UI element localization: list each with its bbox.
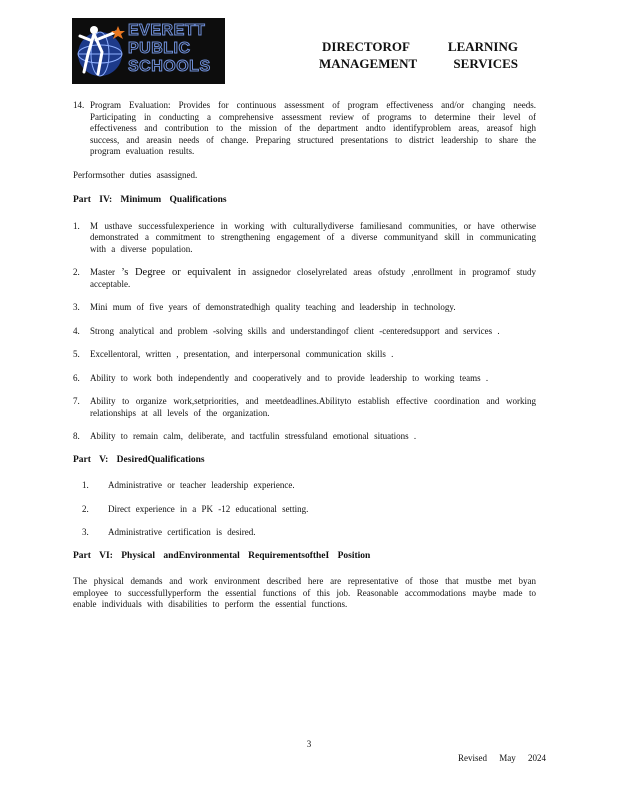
list-item [73,431,536,443]
page-number: 3 [306,739,312,749]
item-number: 1. [82,480,89,490]
section-heading: Part V: DesiredQualifications [73,454,205,465]
logo-line: EVERETT [128,22,206,39]
logo-line: PUBLIC [128,40,191,57]
title-word: MANAGEMENT [319,56,418,71]
item-text: Strong analytical and problem -solving skills and understandingof client -centeredsupport and services . [90,325,500,336]
item-text: Administrative certification is desired. [108,527,256,537]
item-number: 7. [73,396,80,406]
logo-line: SCHOOLS [128,58,211,75]
revised-date: Revised May 2024 [458,753,546,763]
list-item [73,100,536,158]
item-number: 6. [73,372,80,383]
item-number: 8. [73,431,80,441]
item-text-part: ’s Degree or equivalent in [121,267,246,278]
item-number: 2. [73,267,80,277]
list-item [73,326,536,338]
district-logo [72,18,225,84]
list-item [73,349,536,361]
item-number: 1. [73,220,80,231]
item-text [90,267,536,290]
list-item [73,480,536,492]
list-item [73,302,536,314]
item-text-part: Master [90,267,115,277]
item-text: Program Evaluation: Provides for continuous assessment of program effectiveness and/or changing needs. Participating in conducting a comprehensive assessment review of programs to determine their level of effectiveness and contribution to the mission of the department andto identifyproblem areas, areasof high success, and areasin needs of change. Preparing structured presentations to district leadership to share the program evaluation results. [90,100,536,156]
title-word: LEARNING [447,39,518,54]
item-text: Direct experience in a PK -12 educational setting. [108,503,309,514]
item-number: 2. [82,503,89,514]
section-heading: Part IV: Minimum Qualifications [73,195,227,205]
item-number: 3. [73,302,80,312]
item-text: Ability to remain calm, deliberate, and tactfulin stressfuland emotional situations . [90,431,417,441]
section-heading: Part VI: Physical andEnvironmental RequirementsoftheI Position [73,550,371,561]
item-text: Mini mum of five years of demonstratedhigh quality teaching and leadership in technology. [90,302,456,312]
list-item [73,396,536,419]
title-word: SERVICES [453,56,518,71]
item-number: 14. [73,100,85,110]
item-number: 3. [82,527,89,537]
other-duties: Performsother duties asassigned. [73,169,198,180]
page-title [300,38,518,72]
item-number: 5. [73,349,80,359]
list-item [73,527,536,539]
logo-wordmark [128,22,224,76]
item-text-part: assignedor closelyrelated areas ofstudy ,enrollment in programof study acceptable. [90,267,536,289]
document-body [73,100,536,625]
item-text: Administrative or teacher leadership experience. [108,480,295,490]
section-paragraph: The physical demands and work environment described here are representative of those that mustbe met byan employee to successfullyperform the essential functions of this job. Reasonable accommodations maybe made to enable individuals with disabilities to perform the essential functions. [73,576,536,609]
item-text: M usthave successfulexperience in working with culturallydiverse familiesand communities, or have otherwise demonstrated a commitment to strengthening engagement of a diverse communityand skill in communicating with a diverse population. [90,220,536,254]
item-text: Ability to organize work,setpriorities, and meetdeadlines.Abilityto establish effective coordination and working relationships at all levels of the organization. [90,396,536,418]
list-item [73,504,536,516]
list-item [73,373,536,385]
item-text: Excellentoral, written , presentation, and interpersonal communication skills . [90,349,394,359]
item-number: 4. [73,325,80,336]
list-item [73,221,536,256]
title-word: DIRECTOROF [322,39,410,54]
list-item [73,267,536,290]
item-text: Ability to work both independently and cooperatively and to provide leadership to working teams . [90,372,489,383]
